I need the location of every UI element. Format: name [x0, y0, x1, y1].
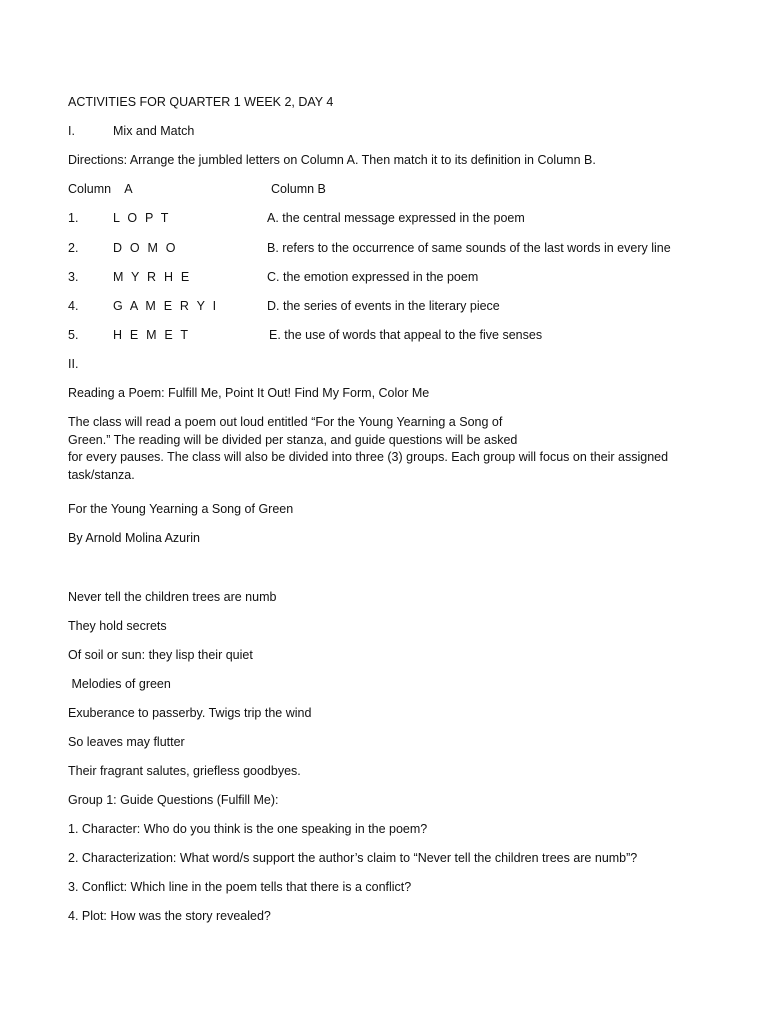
- item-number: 1.: [68, 211, 79, 225]
- directions-text: Directions: Arrange the jumbled letters on Column A. Then match it to its definition in Column B.: [68, 153, 596, 167]
- item-number: 3.: [68, 270, 79, 284]
- intro-paragraph: [68, 414, 708, 484]
- intro-line: task/stanza.: [68, 467, 135, 482]
- jumbled-word: L O P T: [113, 211, 171, 225]
- poem-line: So leaves may flutter: [68, 735, 185, 749]
- item-number: 5.: [68, 328, 79, 342]
- jumbled-word: G A M E R Y I: [113, 299, 219, 313]
- jumbled-word: M Y R H E: [113, 270, 192, 284]
- poem-line: They hold secrets: [68, 619, 167, 633]
- column-a-header: Column A: [68, 182, 133, 196]
- section1-numeral: I.: [68, 124, 75, 138]
- intro-line: Green.” The reading will be divided per stanza, and guide questions will be asked: [68, 432, 518, 447]
- guide-question: 1. Character: Who do you think is the one speaking in the poem?: [68, 822, 428, 836]
- section1-title: Mix and Match: [113, 124, 195, 138]
- poem-line: Their fragrant salutes, griefless goodbyes.: [68, 764, 301, 778]
- poem-line: Exuberance to passerby. Twigs trip the wind: [68, 706, 312, 720]
- definition: A. the central message expressed in the poem: [267, 211, 525, 225]
- definition: B. refers to the occurrence of same sounds of the last words in every line: [267, 241, 671, 255]
- column-b-header: Column B: [271, 182, 326, 196]
- poem-author: By Arnold Molina Azurin: [68, 531, 201, 545]
- item-number: 4.: [68, 299, 79, 313]
- page-heading: ACTIVITIES FOR QUARTER 1 WEEK 2, DAY 4: [68, 95, 334, 109]
- guide-question: 2. Characterization: What word/s support the author’s claim to “Never tell the children trees are numb”?: [68, 851, 638, 865]
- jumbled-word: H E M E T: [113, 328, 191, 342]
- section2-title: Reading a Poem: Fulfill Me, Point It Out! Find My Form, Color Me: [68, 386, 430, 400]
- poem-line: Of soil or sun: they lisp their quiet: [68, 648, 253, 662]
- definition: E. the use of words that appeal to the five senses: [269, 328, 543, 342]
- guide-question: 3. Conflict: Which line in the poem tells that there is a conflict?: [68, 880, 412, 894]
- poem-line: Melodies of green: [68, 677, 171, 691]
- section2-numeral: II.: [68, 357, 79, 371]
- definition: C. the emotion expressed in the poem: [267, 270, 479, 284]
- intro-line: for every pauses. The class will also be divided into three (3) groups. Each group will focus on their assigned: [68, 450, 669, 464]
- item-number: 2.: [68, 241, 79, 255]
- poem-line: Never tell the children trees are numb: [68, 590, 277, 604]
- poem-title: For the Young Yearning a Song of Green: [68, 502, 294, 516]
- jumbled-word: D O M O: [113, 241, 178, 255]
- group1-title: Group 1: Guide Questions (Fulfill Me):: [68, 793, 279, 807]
- intro-line: The class will read a poem out loud entitled “For the Young Yearning a Song of: [68, 415, 503, 429]
- guide-question: 4. Plot: How was the story revealed?: [68, 909, 271, 923]
- definition: D. the series of events in the literary piece: [267, 299, 500, 313]
